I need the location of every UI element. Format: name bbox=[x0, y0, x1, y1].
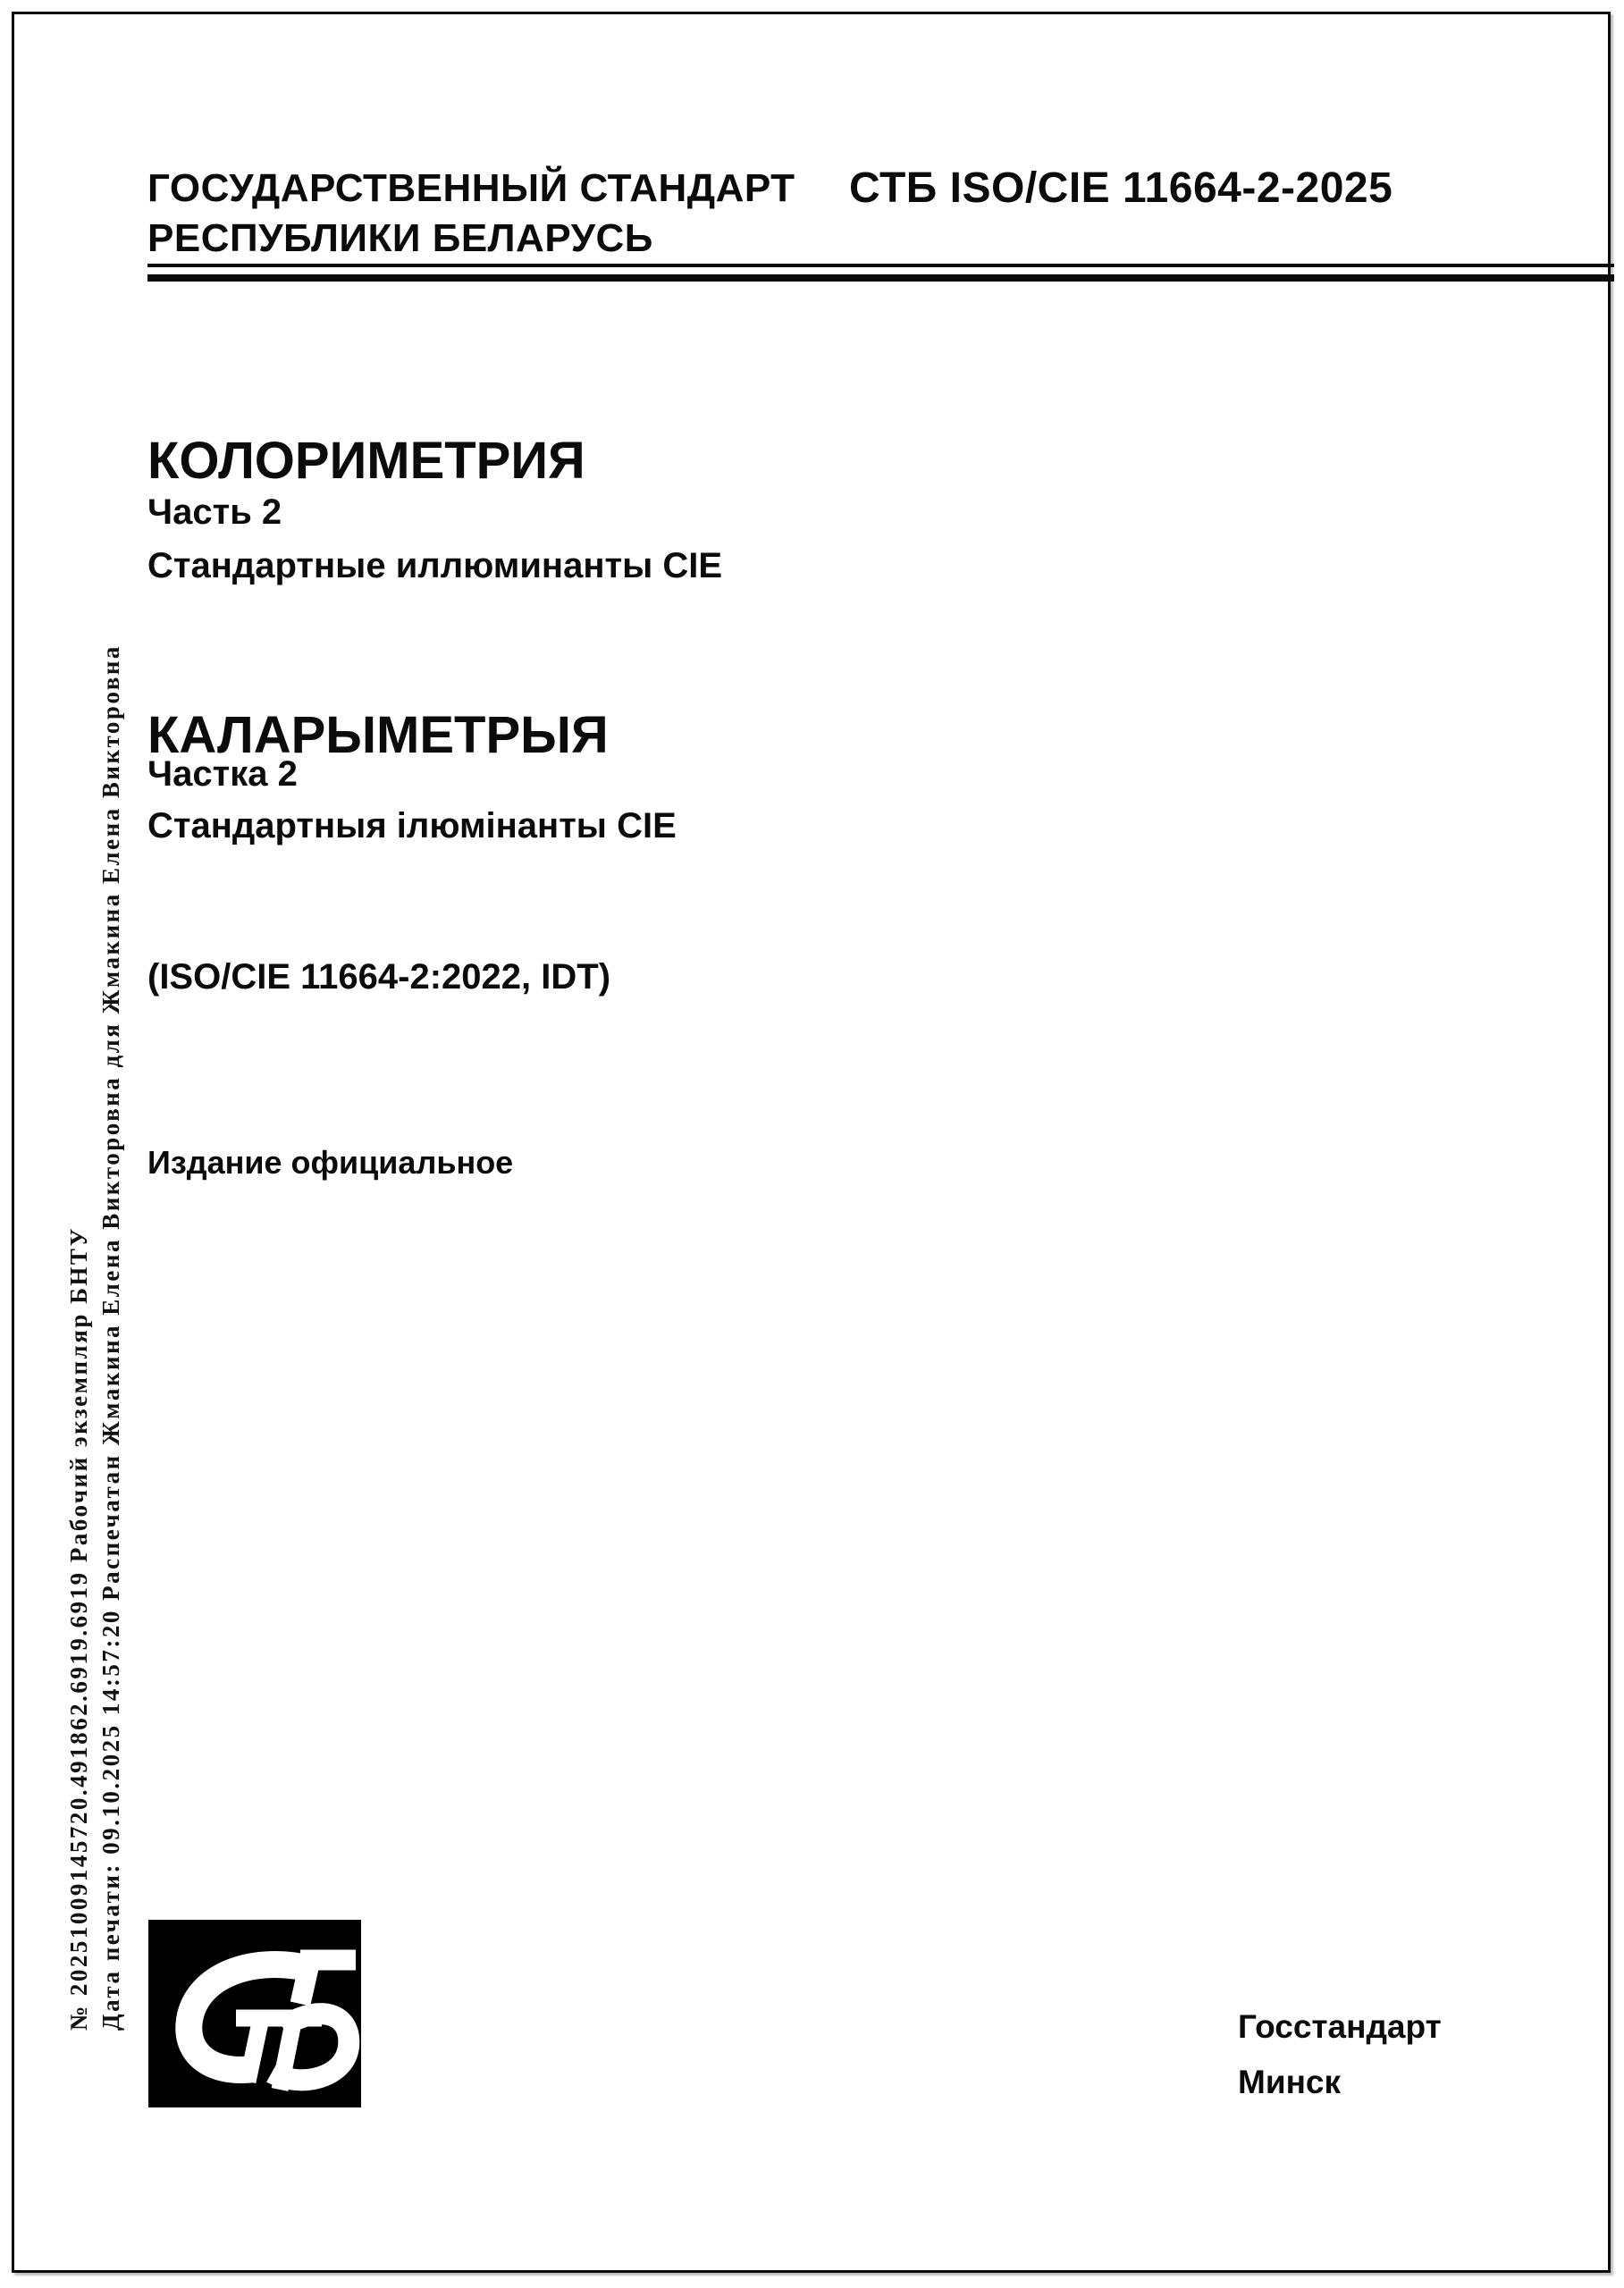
title-belarusian: КАЛАРЫМЕТРЫЯ bbox=[147, 706, 609, 764]
iso-reference: (ISO/CIE 11664-2:2022, IDT) bbox=[147, 957, 611, 997]
header-rule-thin bbox=[147, 264, 1614, 267]
subtitle-russian: Стандартные иллюминанты CIE bbox=[147, 546, 723, 585]
publisher-name: Госстандарт bbox=[1238, 2008, 1442, 2045]
watermark-print-info: Дата печати: 09.10.2025 14:57:20 Распечатан Жмакина Елена Викторовна для Жмакина Елена Викторовна bbox=[97, 644, 124, 2031]
stb-logo-graphic bbox=[148, 1920, 361, 2107]
watermark-copy-number: № 20251009145720.491862.6919.6919 Рабочий экземпляр БНТУ bbox=[65, 1226, 92, 2031]
edition-note: Издание официальное bbox=[147, 1144, 514, 1181]
publisher-city: Минск bbox=[1238, 2064, 1342, 2100]
stb-logo bbox=[148, 1920, 361, 2107]
org-name-line2: РЕСПУБЛИКИ БЕЛАРУСЬ bbox=[147, 216, 653, 260]
title-russian: КОЛОРИМЕТРИЯ bbox=[147, 432, 585, 490]
print-watermark bbox=[63, 644, 127, 2031]
part-russian: Часть 2 bbox=[147, 492, 282, 532]
header-rule-thick bbox=[147, 274, 1614, 282]
org-name-line1: ГОСУДАРСТВЕННЫЙ СТАНДАРТ bbox=[147, 166, 795, 210]
subtitle-belarusian: Стандартныя ілюмінанты CIE bbox=[147, 806, 677, 845]
standard-code: СТБ ISO/CIE 11664-2-2025 bbox=[849, 164, 1393, 212]
org-name bbox=[147, 164, 795, 264]
part-belarusian: Частка 2 bbox=[147, 754, 298, 794]
